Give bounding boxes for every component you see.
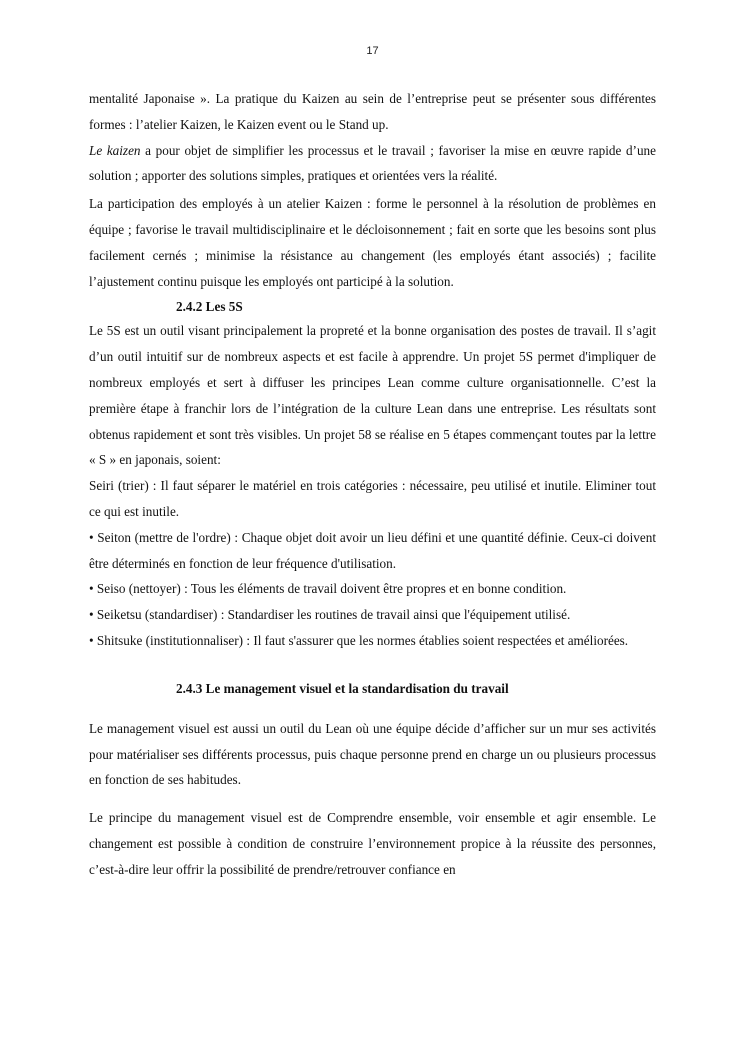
paragraph-5s-intro: Le 5S est un outil visant principalement la propreté et la bonne organisation des postes de travail. Il s’agit d’un outil intuitif sur de nombreux aspects et est facile à apprendre. Un projet 5S permet d'impliquer de nombreux employés et sert à diffuser les principes Lean comme culture organisationnelle. C’est la première étape à franchir lors de l’intégration de la culture Lean dans une entreprise. Les résultats sont obtenus rapidement et sont très visibles. Un projet 58 se réalise en 5 étapes commençant toutes par la lettre « S » en japonais, soient: [89, 323, 656, 468]
list-item-seiton: • Seiton (mettre de l'ordre) : Chaque objet doit avoir un lieu défini et une quantité définie. Ceux-ci doivent être déterminés en fonction de leur fréquence d'utilisation. [89, 529, 656, 571]
list-item-seiri: Seiri (trier) : Il faut séparer le matériel en trois catégories : nécessaire, peu utilisé et inutile. Eliminer tout ce qui est inutile. [89, 478, 656, 519]
document-body [89, 86, 656, 883]
kaizen-term: Le kaizen [89, 142, 141, 158]
list-item-shitsuke: • Shitsuke (institutionnaliser) : Il faut s'assurer que les normes établies soient respectées et améliorées. [89, 632, 629, 648]
list-item-seiso: • Seiso (nettoyer) : Tous les éléments de travail doivent être propres et en bonne condition. [89, 581, 567, 597]
paragraph-kaizen-participation: La participation des employés à un atelier Kaizen : forme le personnel à la résolution de problèmes en équipe ; favorise le travail multidisciplinaire et le décloisonnement ; fait en sorte que les besoins sont plus facilement cernés ; minimise la résistance au changement (les employés étant associés) ; facilite l’ajustement continu puisque les employés ont participé à la solution. [89, 196, 656, 289]
paragraph-kaizen-purpose [89, 138, 656, 190]
paragraph-management-visuel: Le management visuel est aussi un outil du Lean où une équipe décide d’afficher sur un mur ses activités pour matérialiser ses différents processus, puis chaque personne prend en charge un ou plusieurs processus en fonction de ses habitudes. [89, 720, 656, 788]
list-item-seiketsu: • Seiketsu (standardiser) : Standardiser les routines de travail ainsi que l'équipement utilisé. [89, 607, 571, 623]
paragraph-management-principle: Le principe du management visuel est de Comprendre ensemble, voir ensemble et agir ensemble. Le changement est possible à condition de construire l’environnement propice à la réussite des personnes, c’est-à-dire leur offrir la possibilité de prendre/retrouver confiance en [89, 810, 656, 877]
section-heading-5s: 2.4.2 Les 5S [176, 299, 243, 315]
page-number: 17 [366, 45, 379, 57]
kaizen-purpose-text: a pour objet de simplifier les processus et le travail ; favoriser la mise en œuvre rapide d’une solution ; apporter des solutions simples, pratiques et orientées vers la réalité. [89, 142, 656, 184]
section-heading-management-visuel: 2.4.3 Le management visuel et la standardisation du travail [176, 680, 509, 696]
paragraph-kaizen-forms: mentalité Japonaise ». La pratique du Kaizen au sein de l’entreprise peut se présenter sous différentes formes : l’atelier Kaizen, le Kaizen event ou le Stand up. [89, 91, 656, 132]
